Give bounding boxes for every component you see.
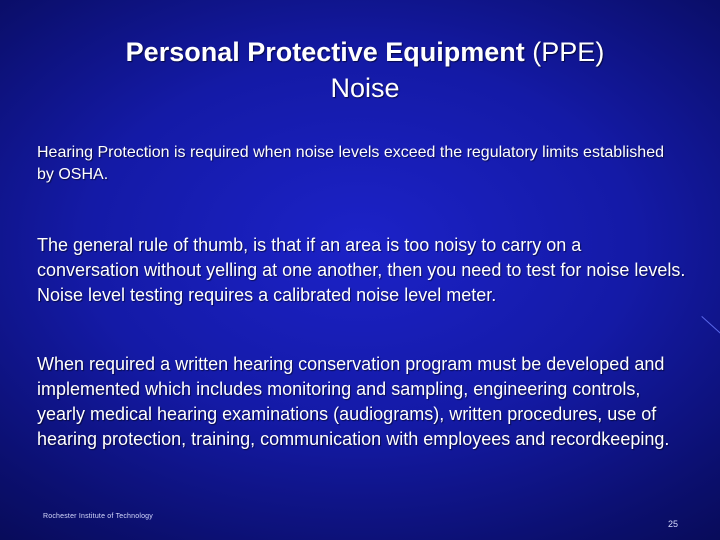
slide-title bbox=[60, 34, 670, 106]
title-subtitle: Noise bbox=[330, 73, 400, 103]
paragraph-hearing-protection: Hearing Protection is required when noise levels exceed the regulatory limits established by OSHA. bbox=[37, 144, 664, 183]
title-abbreviation: (PPE) bbox=[532, 37, 605, 67]
title-main: Personal Protective Equipment bbox=[125, 37, 525, 67]
paragraph-conservation-program: When required a written hearing conservation program must be developed and implemented which includes monitoring and sampling, engineering controls, yearly medical hearing examinations (audiograms), written procedures, use of hearing protection, training, communication with employees and recordkeeping. bbox=[37, 354, 670, 449]
paragraph-rule-of-thumb: The general rule of thumb, is that if an area is too noisy to carry on a conversation without yelling at one another, then you need to test for noise levels. Noise level testing requires a calibrated noise level meter. bbox=[37, 235, 686, 305]
decorative-line bbox=[701, 316, 720, 334]
footer-institution: Rochester Institute of Technology bbox=[43, 513, 153, 520]
page-number: 25 bbox=[667, 519, 678, 529]
